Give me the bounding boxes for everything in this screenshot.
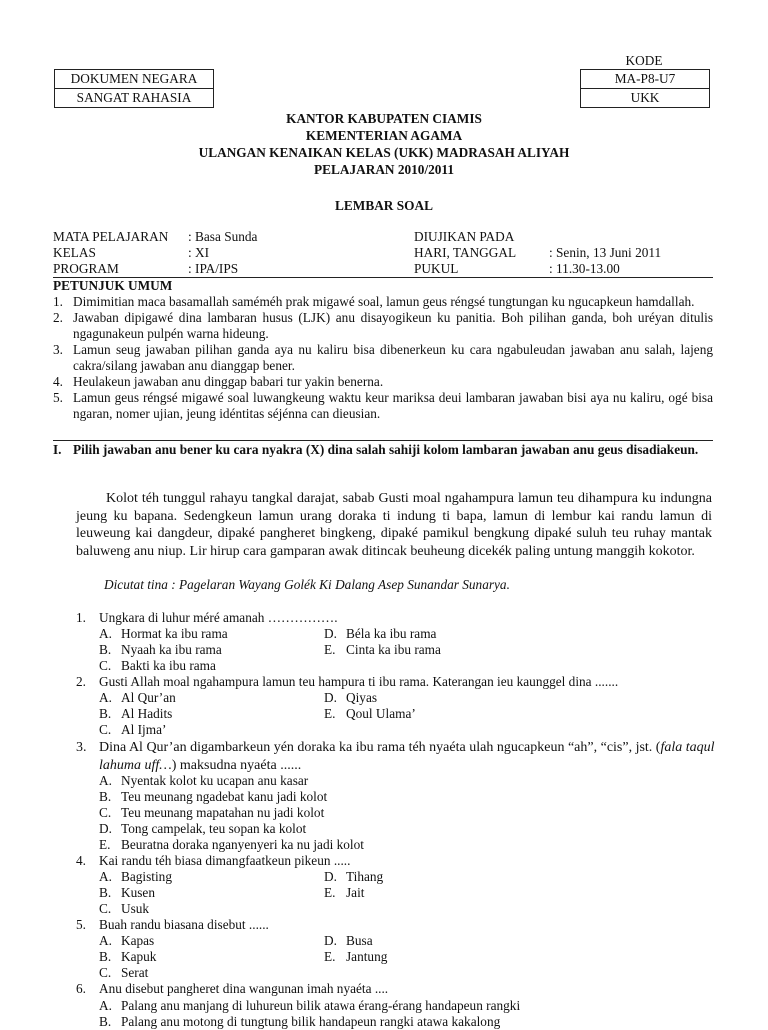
- document-title: LEMBAR SOAL: [335, 198, 433, 213]
- exam-type: UKK: [581, 88, 709, 107]
- question-text: Kai randu téh biasa dimangfaatkeun pikeun .....: [99, 853, 351, 868]
- pukul-label: PUKUL: [414, 261, 459, 276]
- option-letter: E.: [99, 837, 111, 852]
- passage-text: Kolot téh tunggul rahayu tangkal darajat, sabab Gusti moal ngahampura lamun teu dihampura ku indungna jeung ku bapana. Sedengkeun lamun urang doraka ti indung ti bapa, lamun di lembur kai randu lamun di leuweung kai dangdeur, dipaké pangheret bingkeng, dipaké pamikul bengkung dipaké suluh teu ruhay mantak baluweng anu niup. Lir hirup cara gamparan awak ditincak beuheung dicekék paling untung manggih kokotor.: [76, 491, 712, 559]
- option-text: Al Qur’an: [121, 690, 176, 705]
- option-text: Busa: [346, 933, 373, 948]
- option-d[interactable]: [99, 821, 306, 837]
- option-letter: A.: [99, 998, 112, 1013]
- option-letter: D.: [324, 869, 337, 884]
- pukul-value: : 11.30-13.00: [549, 261, 620, 276]
- kelas-label: KELAS: [53, 245, 96, 260]
- option-a[interactable]: [99, 998, 520, 1014]
- option-letter: D.: [324, 626, 337, 641]
- question-1: [76, 610, 716, 626]
- kelas-value: : XI: [188, 245, 210, 260]
- option-letter: E.: [324, 949, 336, 964]
- option-letter: D.: [324, 933, 337, 948]
- option-d[interactable]: [324, 933, 373, 949]
- question-text-italic: fala taqul lahuma uff…: [99, 740, 715, 773]
- option-text: Jantung: [346, 949, 388, 964]
- question-5: [76, 917, 716, 933]
- mapel-value: : Basa Sunda: [188, 229, 258, 244]
- divider: [53, 440, 713, 441]
- option-letter: B.: [99, 885, 112, 900]
- option-b[interactable]: [99, 949, 156, 965]
- option-e[interactable]: [324, 949, 387, 965]
- option-letter: D.: [99, 821, 112, 836]
- instruction-number: 3.: [53, 342, 63, 357]
- option-letter: B.: [99, 706, 112, 721]
- option-text: Qoul Ulama’: [346, 706, 416, 721]
- option-a[interactable]: [99, 933, 154, 949]
- kode-value: MA-P8-U7: [614, 71, 676, 86]
- office-title: KANTOR KABUPATEN CIAMIS: [286, 111, 482, 126]
- instruction-text: Heulakeun jawaban anu dinggap babari tur yakin benerna.: [73, 374, 384, 389]
- option-text: Béla ka ibu rama: [346, 626, 437, 641]
- option-c[interactable]: [99, 901, 149, 917]
- section-number: I.: [53, 442, 62, 457]
- option-letter: E.: [324, 885, 336, 900]
- option-text: Usuk: [121, 901, 150, 916]
- question-text: Buah randu biasana disebut ......: [99, 917, 269, 932]
- ministry-title: KEMENTERIAN AGAMA: [305, 128, 463, 143]
- year-title: PELAJARAN 2010/2011: [314, 162, 454, 177]
- option-b[interactable]: [99, 642, 222, 658]
- option-text: Tong campelak, teu sopan ka kolot: [121, 821, 307, 836]
- question-text-part: Dina Al Qur’an digambarkeun yén doraka ka ibu rama téh nyaéta ulah ngucapkeun “ah”, “cis”, jst. (: [99, 740, 661, 755]
- option-text: Kapuk: [121, 949, 157, 964]
- reading-passage: [76, 490, 712, 560]
- option-text: Bagisting: [121, 869, 172, 884]
- option-a[interactable]: [99, 626, 228, 642]
- option-text: Jait: [346, 885, 365, 900]
- question-number: 6.: [76, 981, 86, 996]
- question-number: 1.: [76, 610, 86, 625]
- instruction-text: Lamun geus réngsé migawé soal luwangkeung waktu keur mariksa deui lambaran jawaban bisi aya nu kaliru, ogé bisa ngaran, nomer ujian, jeung idéntitas séjénna can dieusian.: [73, 390, 713, 421]
- instruction-item: [53, 342, 713, 374]
- option-letter: C.: [99, 722, 112, 737]
- kode-label: KODE: [625, 53, 663, 68]
- question-2: [76, 674, 716, 690]
- section-heading: [53, 442, 713, 458]
- option-d[interactable]: [324, 869, 383, 885]
- option-b[interactable]: [99, 885, 155, 901]
- option-text: Cinta ka ibu rama: [346, 642, 441, 657]
- instruction-item: [53, 390, 713, 422]
- option-a[interactable]: [99, 869, 172, 885]
- option-text: Palang anu motong di tungtung bilik handapeun rangki atawa kakalong: [121, 1014, 501, 1029]
- option-b[interactable]: [99, 706, 172, 722]
- option-letter: B.: [99, 789, 112, 804]
- classification-line-1: DOKUMEN NEGARA: [70, 71, 198, 86]
- option-text: Serat: [121, 965, 149, 980]
- option-letter: A.: [99, 933, 112, 948]
- option-c[interactable]: [99, 805, 324, 821]
- option-text: Hormat ka ibu rama: [121, 626, 228, 641]
- option-a[interactable]: [99, 690, 176, 706]
- hari-value: : Senin, 13 Juni 2011: [549, 245, 662, 260]
- classification-box: [54, 69, 214, 108]
- option-text: Qiyas: [346, 690, 378, 705]
- option-letter: B.: [99, 949, 112, 964]
- program-label: PROGRAM: [53, 261, 119, 276]
- option-text: Al Hadits: [121, 706, 173, 721]
- option-letter: E.: [324, 642, 336, 657]
- instructions-list: [53, 294, 713, 422]
- instruction-item: [53, 310, 713, 342]
- option-letter: B.: [99, 642, 112, 657]
- question-4: [76, 853, 716, 869]
- option-text: Nyaah ka ibu rama: [121, 642, 222, 657]
- option-letter: B.: [99, 1014, 112, 1029]
- option-text: Bakti ka ibu rama: [121, 658, 216, 673]
- question-text: Gusti Allah moal ngahampura lamun teu hampura ti ibu rama. Katerangan ieu kaunggel dina .......: [99, 674, 619, 689]
- section-text: Pilih jawaban anu bener ku cara nyakra (X) dina salah sahiji kolom lambaran jawaban anu geus disadiakeun.: [73, 442, 699, 457]
- question-number: 4.: [76, 853, 86, 868]
- option-text: Nyentak kolot ku ucapan anu kasar: [121, 773, 309, 788]
- option-c[interactable]: [99, 965, 148, 981]
- option-e[interactable]: [324, 642, 441, 658]
- question-text: [76, 739, 716, 775]
- kode-box: [580, 69, 710, 108]
- exam-title: ULANGAN KENAIKAN KELAS (UKK) MADRASAH ALIYAH: [198, 145, 570, 160]
- question-number: 5.: [76, 917, 86, 932]
- question-number: 2.: [76, 674, 86, 689]
- instruction-text: Jawaban dipigawé dina lambaran husus (LJK) anu disayogikeun ku panitia. Boh pilihan ganda, boh uréyan ditulis ngagunakeun pulpén warna hideung.: [73, 310, 713, 341]
- option-letter: A.: [99, 690, 112, 705]
- option-text: Tihang: [346, 869, 384, 884]
- instruction-item: [53, 294, 713, 310]
- instruction-number: 5.: [53, 390, 63, 405]
- question-text-part: ) maksudna nyaéta ......: [171, 758, 302, 773]
- option-letter: D.: [324, 690, 337, 705]
- question-3: [76, 739, 716, 775]
- option-text: Teu meunang mapatahan nu jadi kolot: [121, 805, 325, 820]
- instruction-number: 4.: [53, 374, 63, 389]
- instruction-text: Dimimitian maca basamallah saméméh prak migawé soal, lamun geus réngsé tungtungan ku ngucapkeun hamdallah.: [73, 294, 695, 309]
- instruction-item: [53, 374, 713, 390]
- option-letter: C.: [99, 965, 112, 980]
- instruction-number: 1.: [53, 294, 63, 309]
- question-text: Anu disebut pangheret dina wangunan imah nyaéta ....: [99, 981, 389, 996]
- option-letter: C.: [99, 805, 112, 820]
- option-a[interactable]: [99, 773, 308, 789]
- option-text: Teu meunang ngadebat kanu jadi kolot: [121, 789, 328, 804]
- option-letter: C.: [99, 658, 112, 673]
- option-e[interactable]: [99, 837, 364, 853]
- option-b[interactable]: [99, 1014, 500, 1030]
- option-text: Kapas: [121, 933, 155, 948]
- classification-line-2: SANGAT RAHASIA: [55, 88, 213, 107]
- instructions-title: PETUNJUK UMUM: [53, 278, 173, 293]
- option-letter: A.: [99, 626, 112, 641]
- option-e[interactable]: [324, 706, 416, 722]
- option-e[interactable]: [324, 885, 364, 901]
- option-text: Beuratna doraka nganyenyeri ka nu jadi kolot: [121, 837, 364, 852]
- question-text: Ungkara di luhur méré amanah …………….: [99, 610, 338, 625]
- option-d[interactable]: [324, 690, 377, 706]
- option-text: Kusen: [121, 885, 155, 900]
- option-letter: A.: [99, 869, 112, 884]
- option-letter: E.: [324, 706, 336, 721]
- option-letter: C.: [99, 901, 112, 916]
- option-d[interactable]: [324, 626, 436, 642]
- question-6: [76, 981, 716, 997]
- hari-label: HARI, TANGGAL: [414, 245, 517, 260]
- instruction-number: 2.: [53, 310, 63, 325]
- mapel-label: MATA PELAJARAN: [53, 229, 169, 244]
- option-text: Palang anu manjang di luhureun bilik atawa érang-érang handapeun rangki: [121, 998, 521, 1013]
- option-b[interactable]: [99, 789, 327, 805]
- option-c[interactable]: [99, 658, 216, 674]
- passage-source: Dicutat tina : Pagelaran Wayang Golék Ki Dalang Asep Sunandar Sunarya.: [104, 577, 510, 592]
- diujikan-label: DIUJIKAN PADA: [414, 229, 515, 244]
- option-letter: A.: [99, 773, 112, 788]
- question-number: 3.: [76, 740, 87, 755]
- instruction-text: Lamun seug jawaban pilihan ganda aya nu kaliru bisa dibenerkeun ku cara ngabuleudan jawaban anu salah, lajeng cakra/silang jawaban anu dianggap bener.: [73, 342, 713, 373]
- program-value: : IPA/IPS: [188, 261, 239, 276]
- option-c[interactable]: [99, 722, 166, 738]
- option-text: Al Ijma’: [121, 722, 167, 737]
